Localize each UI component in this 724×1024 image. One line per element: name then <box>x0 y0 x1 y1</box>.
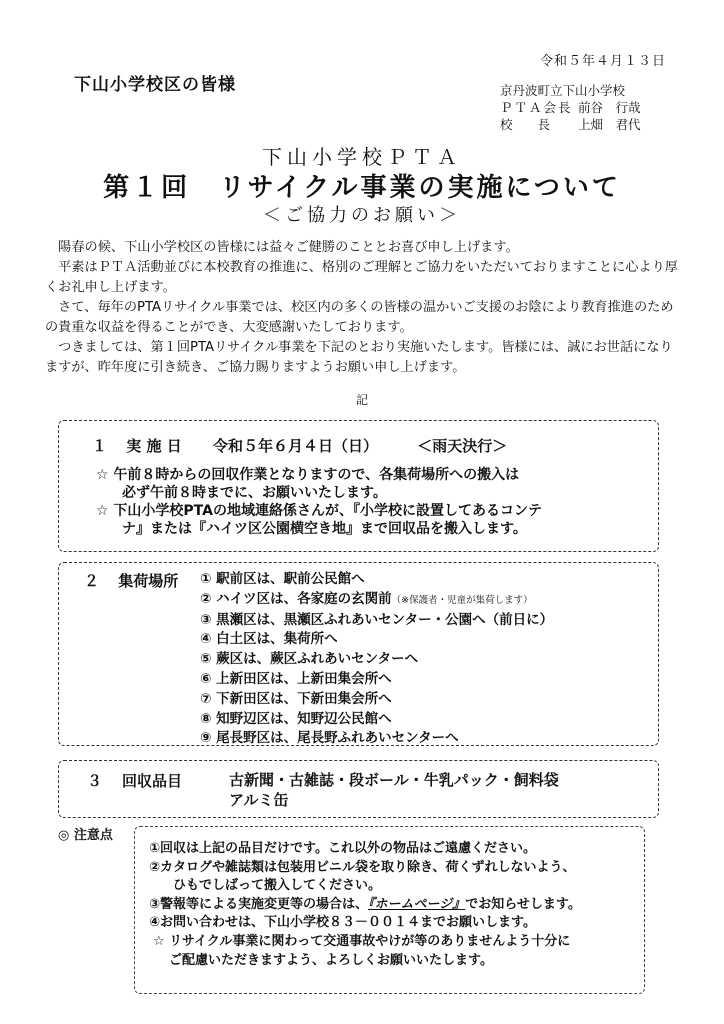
ki-heading: 記 <box>355 393 368 407</box>
list-item: ③ 黒瀬区は、黒瀬区ふれあいセンター・公園へ（前日に） <box>200 611 554 628</box>
list-item: ⑧ 知野辺区は、知野辺公民館へ <box>200 710 392 727</box>
list-item: ⑥ 上新田区は、上新田集会所へ <box>200 670 392 687</box>
notice-item: ③警報等による実施変更等の場合は、『ホームページ』でお知らせします。 <box>149 896 581 912</box>
section-number: １ <box>92 437 108 455</box>
sender-role: 校 長 <box>500 117 551 132</box>
notice-list <box>149 840 581 970</box>
rain-note: ＜雨天決行＞ <box>417 437 508 455</box>
notice-item: ①回収は上記の品目だけです。これ以外の物品はご遠慮ください。 <box>149 841 536 856</box>
list-item: ④ 白土区は、集荷所へ <box>200 631 338 648</box>
note-line: ナ』または『ハイツ区公園横空き地』まで回収品を搬入します。 <box>122 521 527 537</box>
paragraph: つきましては、第１回PTAリサイクル事業を下記のとおり実施いたします。皆様には、誠にお世話になりますが、昨年度に引き続き、ご協力賜りますようお願い申し上げます。 <box>45 340 673 375</box>
list-item: ② ハイツ区は、各家庭の玄関前（※保護者・児童が集荷します） <box>200 590 533 607</box>
location-list <box>200 570 553 749</box>
collection-items-line: 古新聞・古雑誌・段ボール・牛乳パック・飼料袋 <box>229 771 559 789</box>
collection-items <box>229 770 559 810</box>
document-date: 令和５年４月１３日 <box>539 54 666 69</box>
list-item: ① 駅前区は、駅前公民館へ <box>200 571 365 587</box>
section-location-heading <box>84 570 178 591</box>
paragraph: さて、毎年のPTAリサイクル事業では、校区内の多くの皆様の温かいご支援のお陰により教育推進のための貴重な収益を得ることができ、大変感謝いたしております。 <box>45 300 674 335</box>
sender-principal <box>500 116 641 133</box>
section-number: ３ <box>87 772 103 790</box>
section-date-heading <box>92 435 507 456</box>
sender-pta-president <box>500 99 641 116</box>
section-label: 実 施 日 <box>126 437 182 455</box>
collection-items-line: アルミ缶 <box>229 791 289 809</box>
notice-heading: ◎ 注意点 <box>58 828 113 843</box>
notice-item: ご配慮いただきますよう、よろしくお願いいたします。 <box>169 952 493 968</box>
page-title: 第１回 リサイクル事業の実施について <box>103 173 621 203</box>
sender-name: 上畑 君代 <box>578 117 641 132</box>
section-date-notes <box>96 466 542 538</box>
paragraph: 平素はＰＴＡ活動並びに本校教育の推進に、格別のご理解とご協力をいただいておりますことに心より厚くお礼申し上げます。 <box>45 260 678 295</box>
note-line: ☆ 下山小学校PTAの地域連絡係さんが、『小学校に設置してあるコンテ <box>96 503 542 519</box>
notice-item: ②カタログや雑誌類は包装用ビニル袋を取り除き、荷くずれしないよう、 <box>149 859 576 875</box>
list-item: ⑦ 下新田区は、下新田集会所へ <box>200 690 392 707</box>
paragraph: 陽春の候、下山小学校区の皆様には益々ご健勝のこととお喜び申し上げます。 <box>45 240 519 255</box>
section-label: 回収品目 <box>122 772 183 790</box>
sender-block <box>500 82 641 133</box>
sender-name: 前谷 行哉 <box>578 100 641 115</box>
collection-note: （※保護者・児童が集荷します） <box>391 594 533 606</box>
addressee: 下山小学校区の皆様 <box>74 75 236 95</box>
note-line: 必ず午前８時までに、お願いいたします。 <box>122 485 387 501</box>
list-item: ⑨ 尾長野区は、尾長野ふれあいセンターへ <box>200 730 459 747</box>
school-name: 京丹波町立下山小学校 <box>500 83 626 98</box>
event-date: 令和５年６月４日（日） <box>212 437 378 455</box>
letter-body <box>45 238 681 378</box>
sender-role: ＰＴＡ会長 <box>500 100 573 115</box>
homepage-link: 『ホームページ』 <box>368 896 466 912</box>
note-line: ☆ 午前８時からの回収作業となりますので、各集荷場所への搬入は <box>96 467 520 483</box>
list-item: ⑤ 蕨区は、蕨区ふれあいセンターへ <box>200 651 419 668</box>
notice-item: ☆ リサイクル事業に関わって交通事故やけが等のありませんよう十分に <box>153 933 571 949</box>
notice-item: ひもでしばって搬入してください。 <box>173 878 382 894</box>
section-label: 集荷場所 <box>118 572 179 590</box>
title-subtitle: ＜ご協力のお願い＞ <box>263 205 461 226</box>
title-org: 下山小学校ＰＴＡ <box>262 145 462 169</box>
notice-item: ④お問い合わせは、下山小学校８３－００１４までお願いします。 <box>149 915 536 931</box>
section-number: ２ <box>84 572 100 590</box>
